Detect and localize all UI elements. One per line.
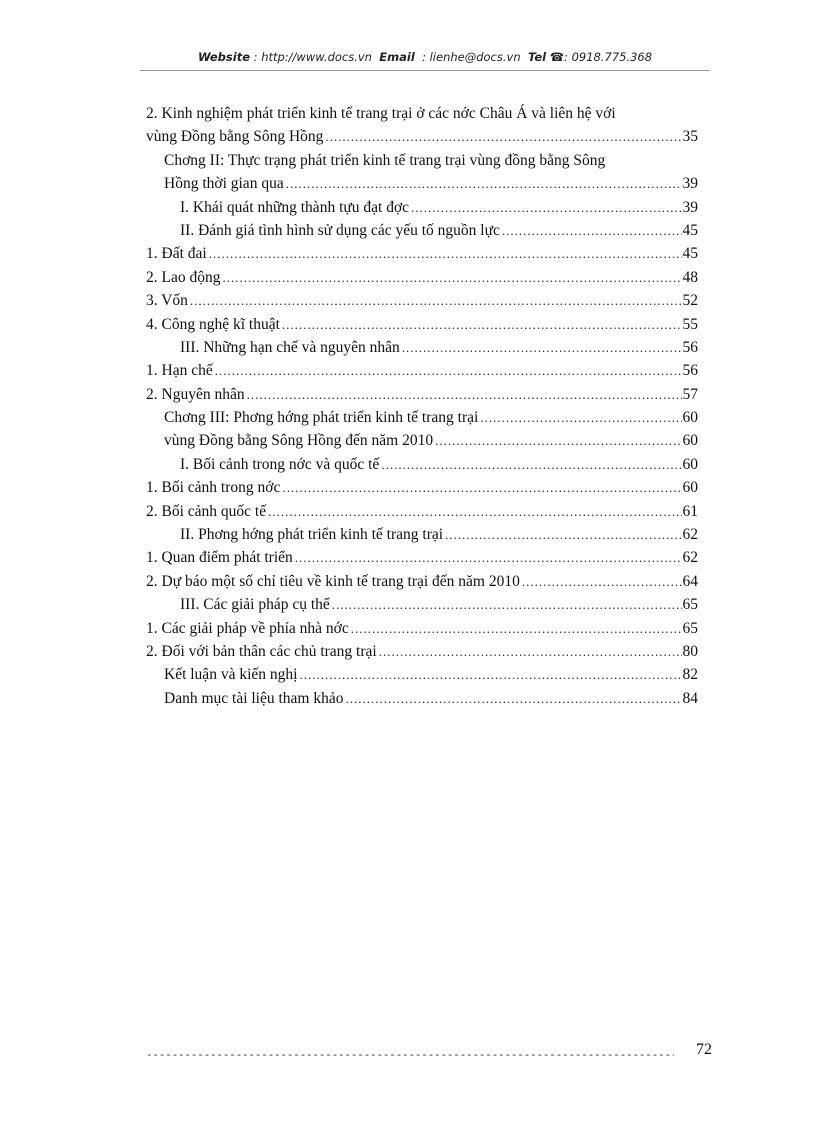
toc-entry: [146, 149, 698, 172]
toc-page-number: 55: [682, 315, 698, 333]
toc-entry-label: Chơng II: Thực trạng phát triển kinh tế trang trại vùng đồng bằng Sông: [164, 151, 606, 169]
toc-entry-label: 2. Dự báo một số chỉ tiêu về kinh tế trang trại đến năm 2010: [146, 572, 520, 590]
toc-entry: [146, 266, 698, 289]
phone-icon: ☎: [549, 50, 565, 64]
header-divider: [140, 70, 710, 71]
toc-entry: [146, 617, 698, 640]
email-label: Email: [379, 50, 415, 64]
leader-dots: [282, 313, 682, 336]
leader-dots: [332, 593, 682, 616]
toc-entry-label: 1. Các giải pháp về phía nhà nớc: [146, 619, 349, 637]
toc-entry: [146, 313, 698, 336]
toc-entry-label: 4. Công nghệ kĩ thuật: [146, 315, 280, 333]
toc-entry: [146, 523, 698, 546]
toc-entry-label: 1. Quan điểm phát triển: [146, 549, 293, 567]
toc-entry-label: III. Các giải pháp cụ thể: [180, 596, 330, 614]
toc-entry: [146, 429, 698, 452]
leader-dots: [522, 570, 682, 593]
toc-page-number: 62: [682, 549, 698, 567]
leader-dots: [351, 617, 682, 640]
leader-dots: [282, 476, 681, 499]
toc-page-number: 80: [682, 642, 698, 660]
toc-entry-label: 2. Bối cảnh quốc tế: [146, 502, 267, 520]
toc-entry-continuation: [146, 172, 698, 195]
toc-entry-label: 2. Kinh nghiệm phát triển kinh tế trang trại ở các nớc Châu Á và liên hệ với: [146, 105, 616, 122]
toc-entry: [146, 102, 698, 125]
leader-dots: [411, 196, 681, 219]
toc-page-number: 45: [682, 245, 698, 263]
toc-entry-label: 1. Bối cảnh trong nớc: [146, 479, 281, 497]
toc-entry: [146, 242, 698, 265]
leader-dots: [381, 453, 681, 476]
leader-dots: [268, 500, 681, 523]
toc-entry-label: 2. Lao động: [146, 268, 221, 286]
toc-entry: [146, 289, 698, 312]
leader-dots: [222, 266, 681, 289]
toc-page-number: 62: [682, 526, 698, 544]
toc-entry: [146, 359, 698, 382]
toc-entry-label: 2. Nguyên nhân: [146, 385, 245, 403]
footer-divider: [146, 1050, 674, 1062]
leader-dots: [247, 383, 682, 406]
leader-dots: [295, 546, 682, 569]
leader-dots: [445, 523, 681, 546]
toc-entry: [146, 476, 698, 499]
toc-page-number: 56: [682, 338, 698, 356]
toc-entry-label: Hồng thời gian qua: [164, 175, 284, 193]
toc-page-number: 45: [682, 221, 698, 239]
leader-dots: [379, 640, 682, 663]
toc-entry-label: II. Đánh giá tình hình sử dụng các yếu tố nguồn lực: [180, 221, 500, 239]
toc-entry-label: I. Khái quát những thành tựu đạt đợc: [180, 198, 410, 216]
toc-entry: [146, 500, 698, 523]
toc-page-number: 60: [682, 409, 698, 427]
toc-page-number: 48: [682, 268, 698, 286]
toc-page-number: 60: [682, 432, 698, 450]
tel-value: : 0918.775.368: [564, 50, 653, 64]
table-of-contents: [146, 102, 698, 710]
toc-entry-label: Kết luận và kiến nghị: [164, 666, 298, 684]
leader-dots: [480, 406, 681, 429]
leader-dots: [346, 687, 682, 710]
toc-entry-continuation: [146, 125, 698, 148]
leader-dots: [190, 289, 682, 312]
leader-dots: [215, 359, 682, 382]
toc-entry-label: vùng Đồng bằng Sông Hồng đến năm 2010: [164, 432, 434, 450]
toc-page-number: 39: [682, 175, 698, 193]
toc-page-number: 57: [682, 385, 698, 403]
toc-entry: [146, 640, 698, 663]
leader-dots: [502, 219, 682, 242]
toc-entry: [146, 383, 698, 406]
toc-page-number: 84: [682, 689, 698, 707]
email-value: : lienhe@docs.vn: [422, 50, 521, 64]
toc-page-number: 35: [682, 128, 698, 146]
toc-entry: [146, 453, 698, 476]
toc-page-number: 65: [682, 596, 698, 614]
toc-entry: [146, 663, 698, 686]
toc-page-number: 60: [682, 479, 698, 497]
toc-entry-label: 2. Đối với bản thân các chủ trang trại: [146, 642, 377, 660]
toc-entry-label: 3. Vốn: [146, 292, 188, 310]
toc-entry-label: vùng Đồng bằng Sông Hồng: [146, 128, 324, 146]
leader-dots: [435, 429, 681, 452]
toc-entry-label: 1. Hạn chế: [146, 362, 213, 380]
leader-dots: [325, 125, 681, 148]
toc-entry-label: 1. Đất đai: [146, 245, 207, 263]
toc-entry-label: I. Bối cảnh trong nớc và quốc tế: [180, 455, 380, 473]
toc-entry-label: Chơng III: Phơng hớng phát triển kinh tế trang trại: [164, 409, 479, 427]
page-header: [140, 50, 710, 64]
toc-entry-label: Danh mục tài liệu tham khảo: [164, 689, 344, 707]
toc-page-number: 82: [682, 666, 698, 684]
toc-page-number: 39: [682, 198, 698, 216]
leader-dots: [402, 336, 682, 359]
toc-page-number: 64: [682, 572, 698, 590]
toc-page-number: 65: [682, 619, 698, 637]
toc-entry: [146, 196, 698, 219]
website-value: : http://www.docs.vn: [253, 50, 372, 64]
toc-page-number: 61: [682, 502, 698, 520]
toc-entry: [146, 406, 698, 429]
toc-entry-label: III. Những hạn chế và nguyên nhân: [180, 338, 400, 356]
toc-entry: [146, 219, 698, 242]
toc-page-number: 56: [682, 362, 698, 380]
toc-entry: [146, 546, 698, 569]
toc-entry-label: II. Phơng hớng phát triển kinh tế trang trại: [180, 526, 444, 544]
leader-dots: [209, 242, 682, 265]
toc-entry: [146, 593, 698, 616]
leader-dots: [286, 172, 682, 195]
tel-label: Tel: [527, 50, 547, 64]
toc-entry: [146, 570, 698, 593]
toc-entry: [146, 687, 698, 710]
toc-page-number: 52: [682, 292, 698, 310]
page-number: 72: [696, 1041, 712, 1058]
website-label: Website: [197, 50, 251, 64]
toc-page-number: 60: [682, 455, 698, 473]
toc-entry: [146, 336, 698, 359]
leader-dots: [299, 663, 681, 686]
